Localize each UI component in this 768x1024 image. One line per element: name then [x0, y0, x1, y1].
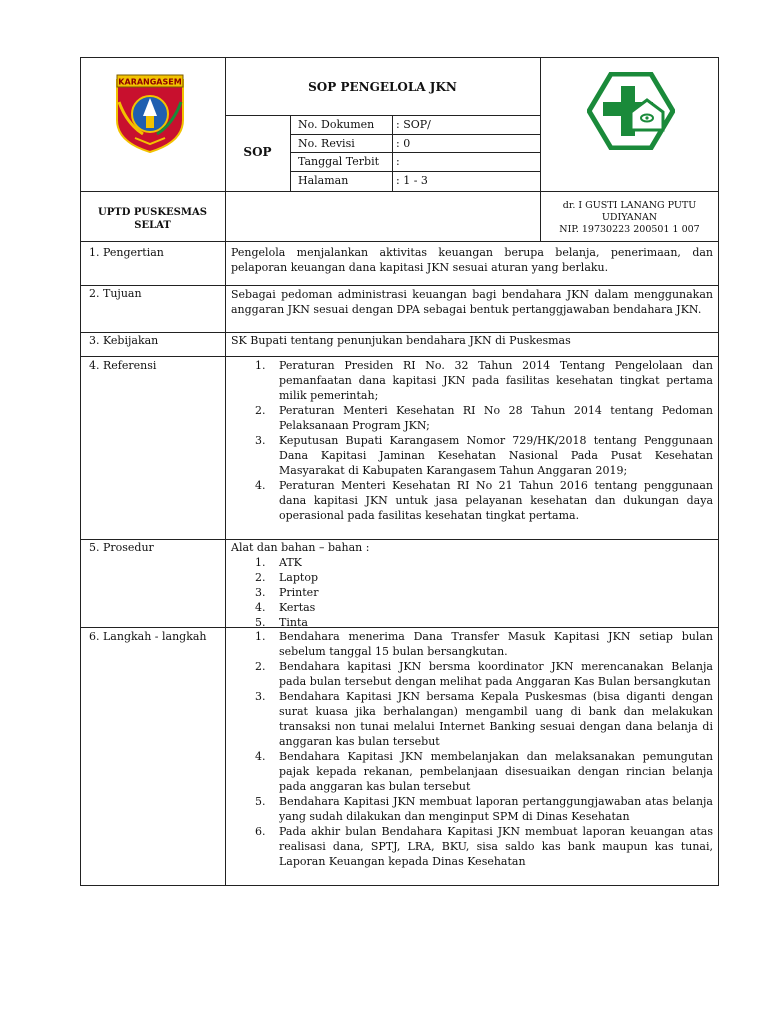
list-item: 2. Peraturan Menteri Kesehatan RI No 28 Tahun 2014 tentang Pedoman Pelaksanaan Program JKN; — [255, 404, 713, 432]
grid-hline-title — [225, 115, 540, 116]
list-item: 2. Bendahara kapitasi JKN bersma koordinator JKN merencanakan Belanja pada bulan tersebut dengan melihat pada Anggaran Kas Bulan bersangkutan — [255, 660, 713, 688]
list-item: 3. Bendahara Kapitasi JKN bersama Kepala Puskesmas (bisa diganti dengan surat kuasa jika berhalangan) mengambil uang di bank dan melakukan transaksi non tunai melalui Internet Banking sesuai dengan dana belanja di anggaran kas bulan tersebut — [255, 690, 713, 748]
section-label-kebijakan: 3. Kebijakan — [89, 334, 159, 347]
doc-field-value-revisi: : 0 — [396, 137, 411, 150]
list-item: 4. Peraturan Menteri Kesehatan RI No 21 Tahun 2016 tentang penggunaan dana kapitasi JKN untuk jasa pelayanan kesehatan dan dukungan daya operasional pada fasilitas kesehatan tingkat pertama. — [255, 479, 713, 522]
grid-hline-unit — [80, 241, 719, 242]
grid-vline-logo-right — [540, 57, 541, 192]
doc-field-label-halaman: Halaman — [298, 174, 349, 187]
section-label-referensi: 4. Referensi — [89, 359, 157, 372]
doc-field-value-tanggal: : — [396, 155, 400, 168]
grid-hline-field1 — [290, 134, 540, 135]
doc-field-label-revisi: No. Revisi — [298, 137, 355, 150]
grid-hline-field2 — [290, 152, 540, 153]
doc-field-value-halaman: : 1 - 3 — [396, 174, 428, 187]
list-item: 3. Keputusan Bupati Karangasem Nomor 729/HK/2018 tentang Penggunaan Dana Kapitasi Jaminan Kesehatan Nasional Pada Pusat Kesehatan Masyarakat di Kabupaten Karangasem Tahun Anggaran 2019; — [255, 434, 713, 477]
unit-name-line2: SELAT — [134, 220, 171, 231]
signer-nip: NIP. 19730223 200501 1 007 — [559, 224, 700, 235]
kebijakan-text: SK Bupati tentang penunjukan bendahara JKN di Puskesmas — [231, 334, 571, 347]
section-label-prosedur: 5. Prosedur — [89, 541, 154, 554]
list-item: 2. Laptop — [255, 571, 318, 584]
list-item: 6. Pada akhir bulan Bendahara Kapitasi JKN membuat laporan keuangan atas realisasi dana, SPTJ, LRA, BKU, sisa saldo kas bank maupun kas tunai, Laporan Keuangan kepada Dinas Kesehatan — [255, 825, 713, 868]
sop-title: SOP PENGELOLA JKN — [308, 80, 457, 94]
list-item: 5. Bendahara Kapitasi JKN membuat laporan pertanggungjawaban atas belanja yang sudah dilakukan dan menginput SPM di Dinas Kesehatan — [255, 795, 713, 823]
signer-name-2: UDIYANAN — [601, 212, 658, 223]
list-item: 1. ATK — [255, 556, 302, 569]
grid-vline-col1 — [225, 57, 226, 886]
pengertian-text: Pengelola menjalankan aktivitas keuangan berupa belanja, penerimaan, dan pelaporan keuangan dana kapitasi JKN sesuai aturan yang berlaku. — [231, 246, 713, 274]
section-label-pengertian: 1. Pengertian — [89, 246, 164, 259]
grid-hline-header — [80, 191, 719, 192]
sop-label: SOP — [243, 145, 272, 159]
tujuan-text: Sebagai pedoman administrasi keuangan bagi bendahara JKN dalam menggunakan anggaran JKN sesuai dengan DPA sebagai bentuk pertanggjawaban bendahara JKN. — [231, 288, 713, 316]
grid-hline-pengertian — [80, 285, 719, 286]
list-item: 3. Printer — [255, 586, 319, 599]
referensi-list — [231, 358, 713, 523]
crest-banner-text: KARANGASEM — [118, 77, 182, 87]
list-item: 4. Bendahara Kapitasi JKN membelanjakan dan melaksanakan pemungutan pajak kepada rekanan, pembelanjaan disesuaikan dengan rincian belanja pada anggaran kas bulan tersebut — [255, 750, 713, 793]
prosedur-intro: Alat dan bahan – bahan : — [231, 541, 370, 554]
doc-field-label-nomor: No. Dokumen — [298, 118, 375, 131]
unit-name-line1: UPTD PUSKESMAS — [98, 207, 207, 218]
signer-name: dr. I GUSTI LANANG PUTU — [562, 200, 697, 211]
list-item: 1. Peraturan Presiden RI No. 32 Tahun 2014 Tentang Pengelolaan dan pemanfaatan dana kapitasi JKN pada fasilitas kesehatan tingkat pertama milik pemerintah; — [255, 359, 713, 402]
grid-vline-fields — [392, 115, 393, 192]
section-label-tujuan: 2. Tujuan — [89, 287, 142, 300]
grid-hline-field3 — [290, 171, 540, 172]
langkah-list — [231, 629, 713, 869]
karangasem-crest-logo — [107, 72, 193, 154]
section-label-langkah: 6. Langkah - langkah — [89, 630, 207, 643]
puskesmas-logo — [587, 72, 675, 150]
grid-hline-kebijakan — [80, 356, 719, 357]
grid-vline-sop — [290, 115, 291, 192]
prosedur-content — [231, 540, 713, 630]
doc-field-label-tanggal: Tanggal Terbit — [298, 155, 380, 168]
list-item: 1. Bendahara menerima Dana Transfer Masuk Kapitasi JKN setiap bulan sebelum tanggal 15 bulan bersangkutan. — [255, 630, 713, 658]
list-item: 4. Kertas — [255, 601, 316, 614]
doc-field-value-nomor: : SOP/ — [396, 118, 431, 131]
list-item: 5. Tinta — [255, 616, 308, 629]
